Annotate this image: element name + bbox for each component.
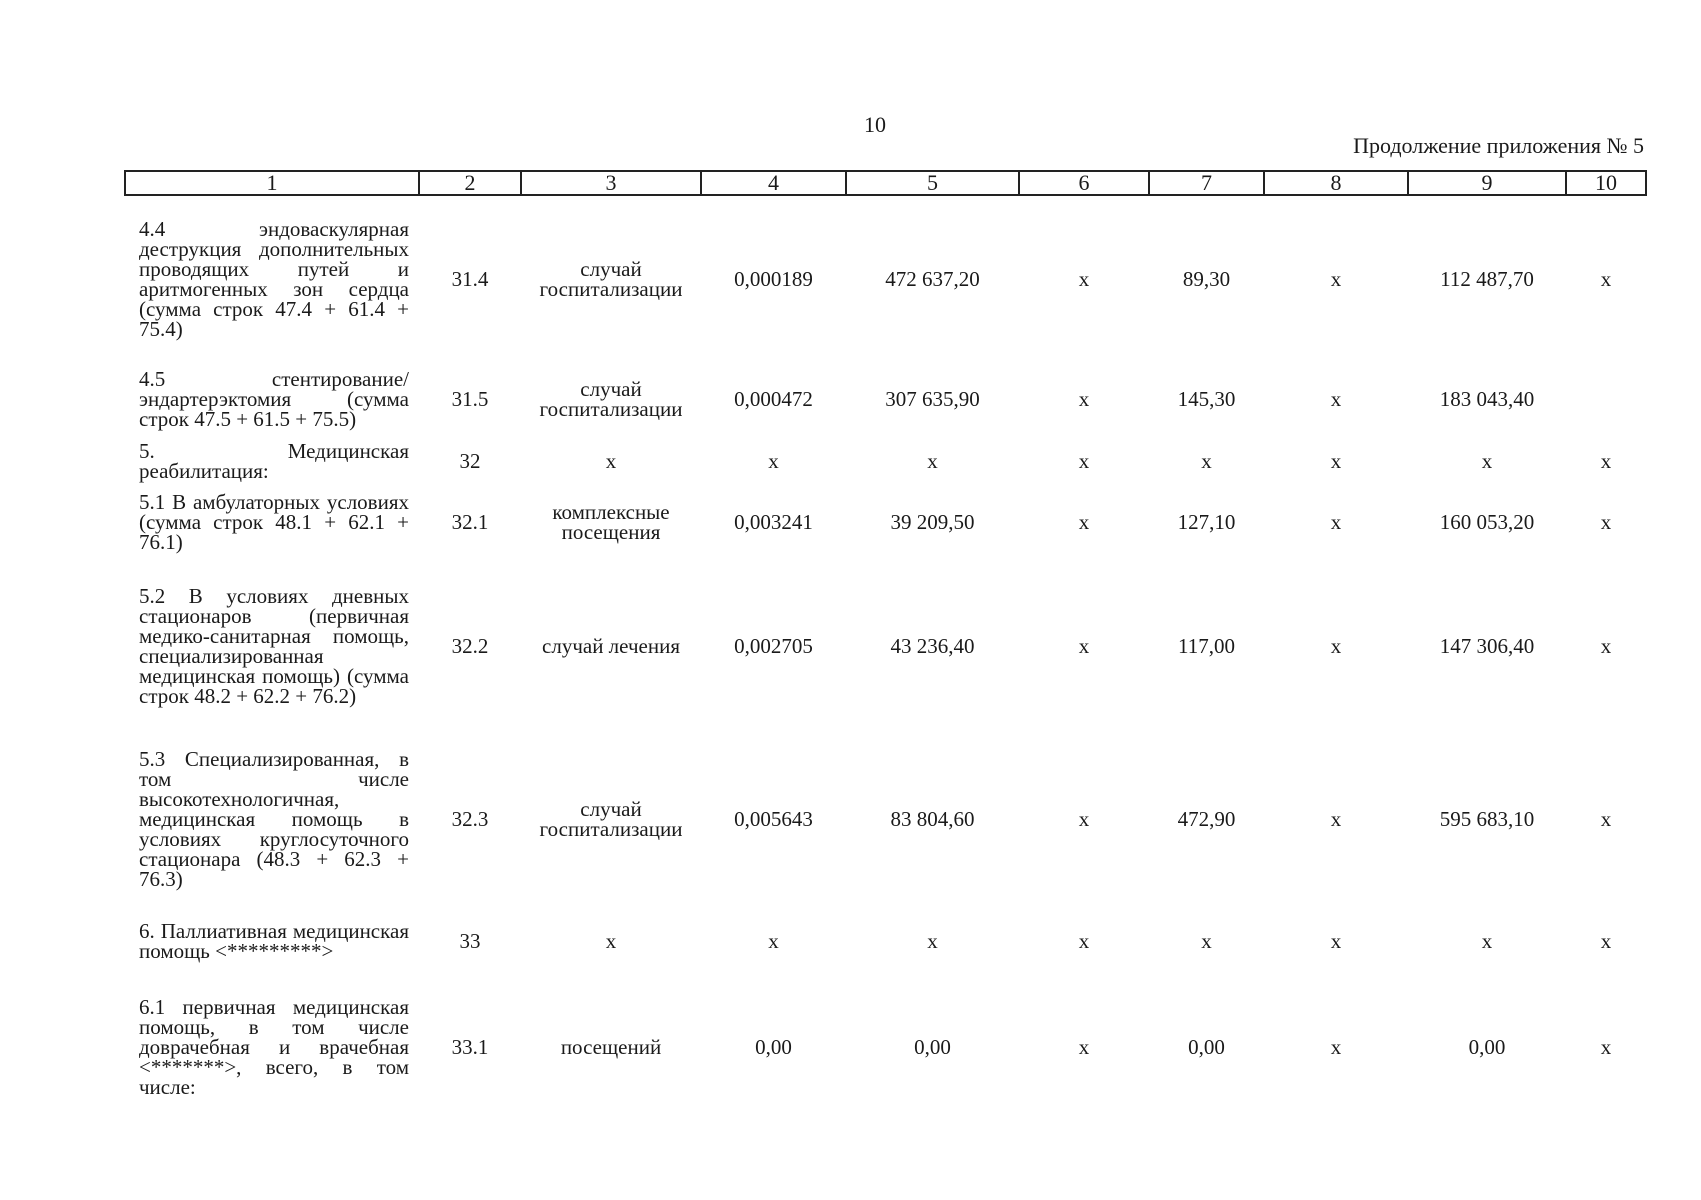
page-number: 10 [864,112,886,137]
row-unit: случай госпитализации [539,376,683,421]
row-unit: случай госпитализации [539,797,683,841]
header-col-2: 2 [419,171,521,195]
row-col-7: 117,00 [1178,633,1235,658]
table-row [125,361,1646,436]
row-name: 4.5 стентирование/ эндартерэктомия (сумма строк 47.5 + 61.5 + 75.5) [139,366,409,431]
row-line-number: 32.3 [451,807,489,831]
header-col-5: 5 [846,171,1019,195]
row-col-7: х [1201,449,1212,473]
row-col-7: 89,30 [1182,266,1231,291]
row-name: 5.1 В амбулаторных условиях (сумма строк 48.1 + 62.1 + 76.1) [139,490,409,554]
row-col-9: х [1481,449,1493,473]
row-col-8: х [1330,633,1342,658]
header-col-8: 8 [1264,171,1408,195]
row-col-7: 472,90 [1177,807,1236,831]
row-col-6: х [1078,1035,1090,1059]
table-row [125,558,1646,733]
row-col-6: х [1078,929,1090,953]
row-col-9: 595 683,10 [1439,807,1535,831]
row-col-10 [1566,361,1646,436]
row-col-10: х [1600,633,1612,658]
row-line-number: 32.2 [451,633,489,658]
row-col-7: 145,30 [1177,386,1236,411]
row-name: 5.3 Специализированная, в том числе высокотехнологичная, медицинская помощь в условиях круглосуточного стационара (48.3 + 62.3 + 76.3) [139,747,409,891]
row-col-9: 160 053,20 [1439,510,1535,534]
row-line-number: 31.5 [451,386,489,411]
header-col-7: 7 [1149,171,1264,195]
row-col-4: 0,003241 [734,510,813,534]
row-col-5: 83 804,60 [890,807,975,831]
row-col-5: 43 236,40 [890,633,975,658]
row-col-8: х [1330,1035,1342,1059]
row-col-5: 39 209,50 [890,510,975,534]
row-col-10: х [1600,929,1612,953]
row-col-6: х [1078,510,1090,534]
row-name: 4.4 эндоваскулярная деструкция дополнительных проводящих путей и аритмогенных зон сердца (сумма строк 47.4 + 61.4 + 75.4) [139,216,409,341]
row-col-10: х [1600,449,1612,473]
row-col-9: 112 487,70 [1440,266,1534,291]
row-col-9: х [1481,929,1493,953]
row-col-5: 307 635,90 [885,386,980,411]
row-col-9: 183 043,40 [1439,386,1535,411]
row-col-6: х [1078,386,1090,411]
row-col-5: х [927,929,938,953]
row-col-7: 127,10 [1177,510,1236,534]
row-col-10: х [1600,1035,1612,1059]
table-row [125,195,1646,361]
row-col-6: х [1078,266,1090,291]
row-line-number: 31.4 [451,266,489,291]
row-unit: комплексные посещения [552,500,670,544]
row-col-9: 147 306,40 [1439,633,1535,658]
header-col-6: 6 [1019,171,1149,195]
data-table [124,170,1647,1117]
row-col-8: х [1330,449,1342,473]
row-col-7: х [1201,929,1212,953]
row-name: 5.2 В условиях дневных стационаров (первичная медико-санитарная помощь, специализированная медицинская помощь) (сумма строк 48.2 + 62.2 + 76.2) [139,583,409,708]
row-col-6: х [1078,449,1090,473]
header-col-10: 10 [1566,171,1646,195]
header-row [125,171,1646,195]
row-unit: х [605,449,617,473]
row-col-4: х [768,449,779,473]
header-col-9: 9 [1408,171,1566,195]
row-col-8: х [1330,386,1342,411]
row-col-7: 0,00 [1188,1035,1225,1059]
row-col-8: х [1330,510,1342,534]
row-col-4: 0,002705 [734,633,813,658]
row-name: 6.1 первичная медицинская помощь, в том числе доврачебная и врачебная <*******>, всего, в том числе: [139,995,409,1099]
row-unit: случай лечения [542,633,680,658]
row-unit: х [605,929,617,953]
header-col-3: 3 [521,171,701,195]
row-col-8: х [1330,929,1342,953]
row-col-4: 0,005643 [734,807,813,831]
header-col-4: 4 [701,171,846,195]
row-col-8: х [1330,266,1342,291]
row-col-4: 0,000472 [734,386,813,411]
row-unit: посещений [560,1035,662,1059]
row-col-4: 0,00 [755,1035,792,1059]
row-name: 5. Медицинская реабилитация: [139,439,409,483]
row-col-9: 0,00 [1468,1035,1506,1059]
row-name: 6. Паллиативная медицинская помощь <*********> [139,919,409,963]
row-col-6: х [1078,633,1090,658]
row-line-number: 33.1 [451,1035,489,1059]
continuation-title: Продолжение приложения № 5 [1353,133,1644,158]
row-col-10: х [1600,807,1612,831]
table-row [125,977,1646,1117]
row-col-10: х [1600,510,1612,534]
row-col-8: х [1330,807,1342,831]
row-col-4: 0,000189 [734,266,813,291]
row-col-5: 0,00 [914,1035,951,1059]
row-col-5: х [927,449,938,473]
table-row [125,486,1646,558]
row-col-6: х [1078,807,1090,831]
table-row [125,436,1646,486]
row-col-10: х [1600,266,1612,291]
table-row [125,905,1646,977]
row-col-4: х [768,929,779,953]
row-line-number: 33 [459,929,481,953]
row-unit: случай госпитализации [539,256,683,301]
row-line-number: 32.1 [451,510,489,534]
table-row [125,733,1646,905]
header-col-1: 1 [125,171,419,195]
row-line-number: 32 [459,449,481,473]
row-col-5: 472 637,20 [885,266,980,291]
